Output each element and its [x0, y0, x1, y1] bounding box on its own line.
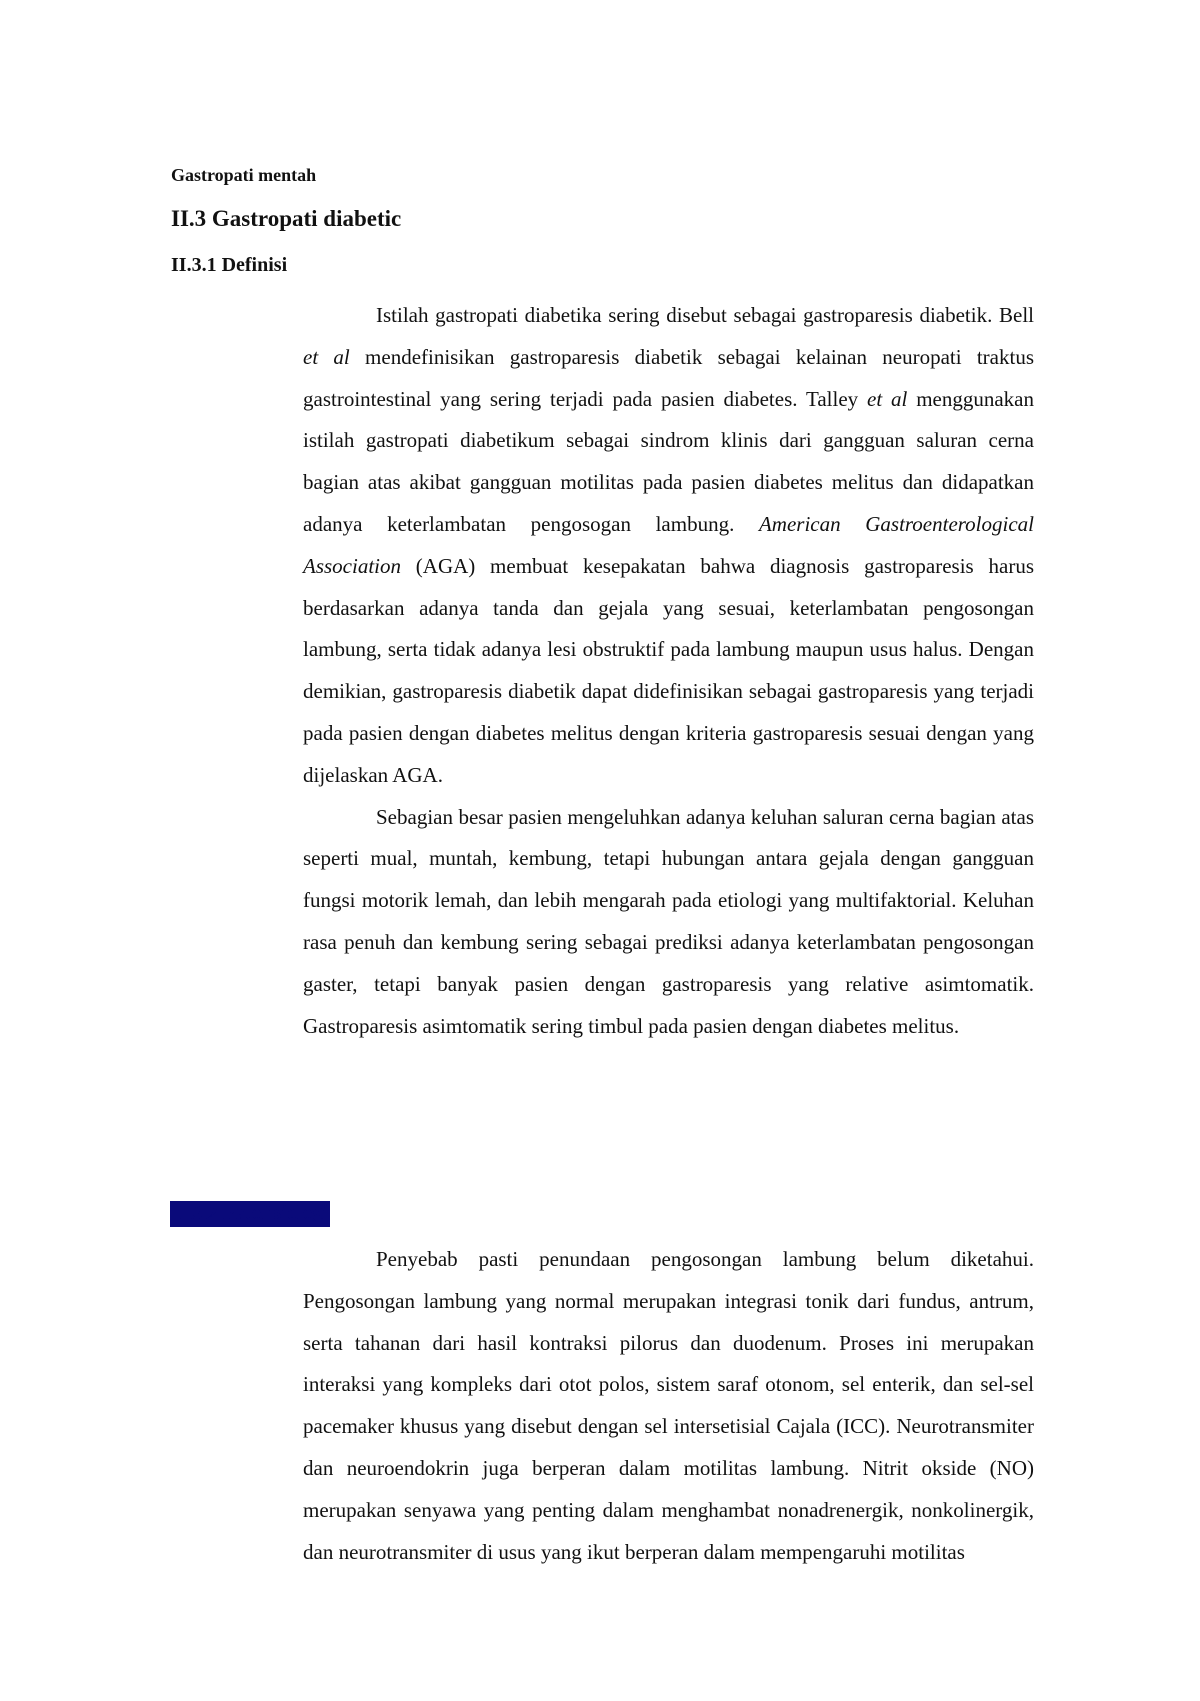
- definisi-p1-italic-et-al-1: et al: [303, 344, 350, 369]
- definisi-p1-italic-et-al-2: et al: [867, 386, 908, 411]
- subsection-heading-definisi: II.3.1 Definisi: [171, 254, 288, 276]
- patofisiologi-body: [303, 1239, 1034, 1573]
- definisi-paragraph-2: Sebagian besar pasien mengeluhkan adanya keluhan saluran cerna bagian atas seperti mual, muntah, kembung, tetapi hubungan antara gejala dengan gangguan fungsi motorik lemah, dan lebih mengarah pada etiologi yang multifaktorial. Keluhan rasa penuh dan kembung sering sebagai prediksi adanya keterlambatan pengosongan gaster, tetapi banyak pasien dengan gastroparesis yang relative asimtomatik. Gastroparesis asimtomatik sering timbul pada pasien dengan diabetes melitus.: [303, 804, 1034, 1038]
- definisi-p1-text-4: (AGA) membuat kesepakatan bahwa diagnosis gastroparesis harus berdasarkan adanya tanda dan gejala yang sesuai, keterlambatan pengosongan lambung, serta tidak adanya lesi obstruktif pada lambung maupun usus halus. Dengan demikian, gastroparesis diabetik dapat didefinisikan sebagai gastroparesis yang terjadi pada pasien dengan diabetes melitus dengan kriteria gastroparesis sesuai dengan yang dijelaskan AGA.: [303, 553, 1034, 787]
- section-heading: II.3 Gastropati diabetic: [171, 206, 402, 231]
- patofisiologi-paragraph-1: Penyebab pasti penundaan pengosongan lambung belum diketahui. Pengosongan lambung yang normal merupakan integrasi tonik dari fundus, antrum, serta tahanan dari hasil kontraksi pilorus dan duodenum. Proses ini merupakan interaksi yang kompleks dari otot polos, sistem saraf otonom, sel enterik, dan sel-sel pacemaker khusus yang disebut dengan sel intersetisial Cajala (ICC). Neurotransmiter dan neuroendokrin juga berperan dalam motilitas lambung. Nitrit okside (NO) merupakan senyawa yang penting dalam menghambat nonadrenergik, nonkolinergik, dan neurotransmiter di usus yang ikut berperan dalam mempengaruhi motilitas: [303, 1247, 1034, 1564]
- definisi-p1-text-2: mendefinisikan gastroparesis diabetik sebagai kelainan neuropati traktus gastrointestinal yang sering terjadi pada pasien diabetes. Talley: [303, 344, 1034, 411]
- definisi-paragraph-1: [303, 295, 1034, 797]
- definisi-p1-text-3: menggunakan istilah gastropati diabetikum sebagai sindrom klinis dari gangguan saluran cerna bagian atas akibat gangguan motilitas pada pasien diabetes melitus dan didapatkan adanya keterlambatan pengosogan lambung.: [303, 386, 1034, 536]
- top-note: Gastropati mentah: [171, 165, 317, 185]
- subsection-heading-patofisiologi: II.3.2 Patofisiologi: [170, 1201, 330, 1227]
- definisi-body: [303, 295, 1034, 1047]
- definisi-p1-italic-aga: American Gastroenterological Association: [303, 511, 1034, 578]
- definisi-p1-text-1: Istilah gastropati diabetika sering disebut sebagai gastroparesis diabetik. Bell: [376, 303, 1034, 327]
